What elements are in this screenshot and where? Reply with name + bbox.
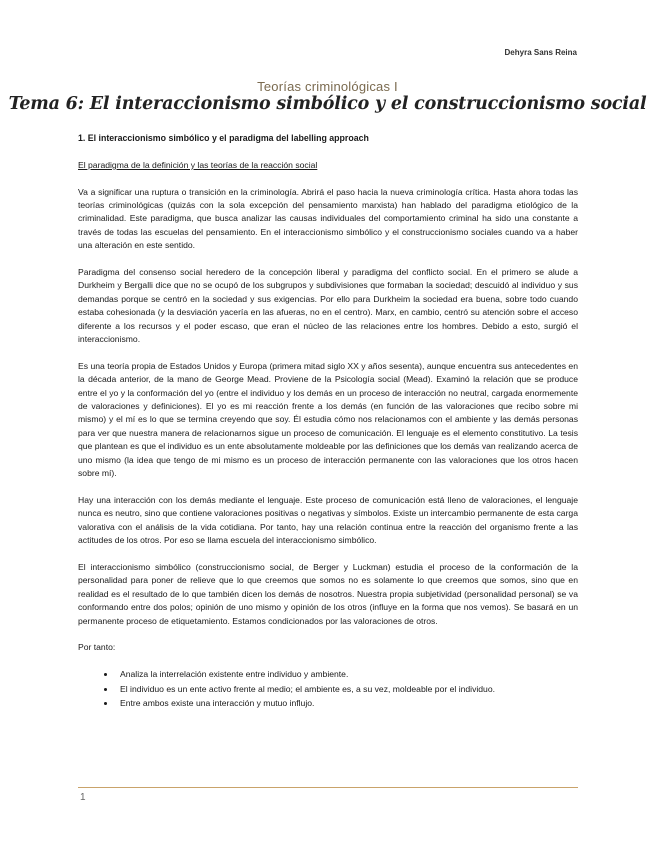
paragraph: Es una teoría propia de Estados Unidos y Europa (primera mitad siglo XX y años sesenta), aunque encuentra sus antecedentes en la década anterior, de la mano de George Mead. Proviene de la Psicología social (Mead). Examinó la relación que se produce entre el yo y la conformación del yo (entre el individuo y los demás en un proceso de interacción no neutral, cargada enormemente de valoraciones y definiciones). El yo es mi reacción frente a los demás (en función de las valoraciones que recibo sobre mi mismo) y el mí es lo que se termina creyendo que soy. Él estudia cómo nos relacionamos con el ambiente y las demás personas para ver que nuestra manera de relacionarnos sigue un proceso de comunicación. El lenguaje es el elemento constitutivo. La tesis que plantean es que el individuo es un ente absolutamente moldeable por las definiciones que los demás van realizando acerca de uno mismo (la idea que tengo de mi mismo es un proceso de interacción permanente con las valoraciones que los otros hacen sobre mí). <box>78 360 578 479</box>
chapter-title: Tema 6: El interaccionismo simbólico y el construccionismo social <box>8 94 647 114</box>
page-number: 1 <box>80 792 86 803</box>
section-heading: 1. El interaccionismo simbólico y el paradigma del labelling approach <box>78 133 369 143</box>
list-item: • Entre ambos existe una interacción y mutuo influjo. <box>116 697 578 710</box>
paragraph: Hay una interacción con los demás mediante el lenguaje. Este proceso de comunicación está lleno de valoraciones, el lenguaje nunca es neutro, sino que contiene valoraciones positivas o negativas y símbolos. Existe un intercambio permanente de esta carga valorativa con el análisis de la vida cotidiana. Por tanto, hay una relación continua entre la reacción del organismo frente a las actitudes de los otros. Por eso se llama escuela del interaccionismo simbólico. <box>78 494 578 546</box>
author-name: Dehyra Sans Reina <box>504 48 577 57</box>
list-item: • El individuo es un ente activo frente al medio; el ambiente es, a su vez, moldeable por el individuo. <box>116 683 578 696</box>
footer-divider <box>78 787 578 788</box>
bullet-list <box>78 668 578 710</box>
body-content <box>78 132 578 711</box>
paragraph: El interaccionismo simbólico (construccionismo social, de Berger y Luckman) estudia el proceso de la conformación de la personalidad para poner de relieve que lo que creemos que somos no es solamente lo que creemos que somos, sino que en realidad es el resultado de lo que también dicen los demás de nosotros. Nuestra propia subjetividad (personalidad personal) se va conformando entre dos polos; opinión de uno mismo y opinión de los otros (influye en la forma que nos vemos). Se basará en un permanente proceso de etiquetamiento. Estamos condicionados por las valoraciones de otros. <box>78 561 578 626</box>
paragraph: Va a significar una ruptura o transición en la criminología. Abrirá el paso hacia la nueva criminología crítica. Hasta ahora todas las teorías criminológicas (quizás con la sola excepción del pensamiento marxista) han hablado del paradigma etiológico de la criminalidad. Este paradigma, que busca analizar las causas individuales del comportamiento criminal ha sido una constante a través de todas las escuelas del pensamiento. En el interaccionismo simbólico y el construccionismo sociales cuando va a haber una alteración en este sentido. <box>78 186 578 251</box>
subject-title: Teorías criminológicas I <box>257 79 398 94</box>
section-subheading: El paradigma de la definición y las teorías de la reacción social <box>78 159 318 170</box>
list-item: • Analiza la interrelación existente entre individuo y ambiente. <box>116 668 578 681</box>
list-lead: Por tanto: <box>78 642 116 653</box>
paragraph: Paradigma del consenso social heredero de la concepción liberal y paradigma del conflicto social. En el primero se alude a Durkheim y Bergalli dice que no se ocupó de los subgrupos y subdivisiones que formaban la sociedad; descuidó al individuo y sus demandas porque se centró en la sociedad y sus exigencias. Por ello para Durkheim la sociedad era buena, sobre todo cuando estaba cohesionada (y la desviación yacería en las afueras, no en el centro). Marx, en cambio, centró su atención sobre el acceso diferente a los recursos y el poder escaso, que eran el núcleo de las relaciones entre los hombres. Debido a esto, surgió el interaccionismo. <box>78 267 578 345</box>
